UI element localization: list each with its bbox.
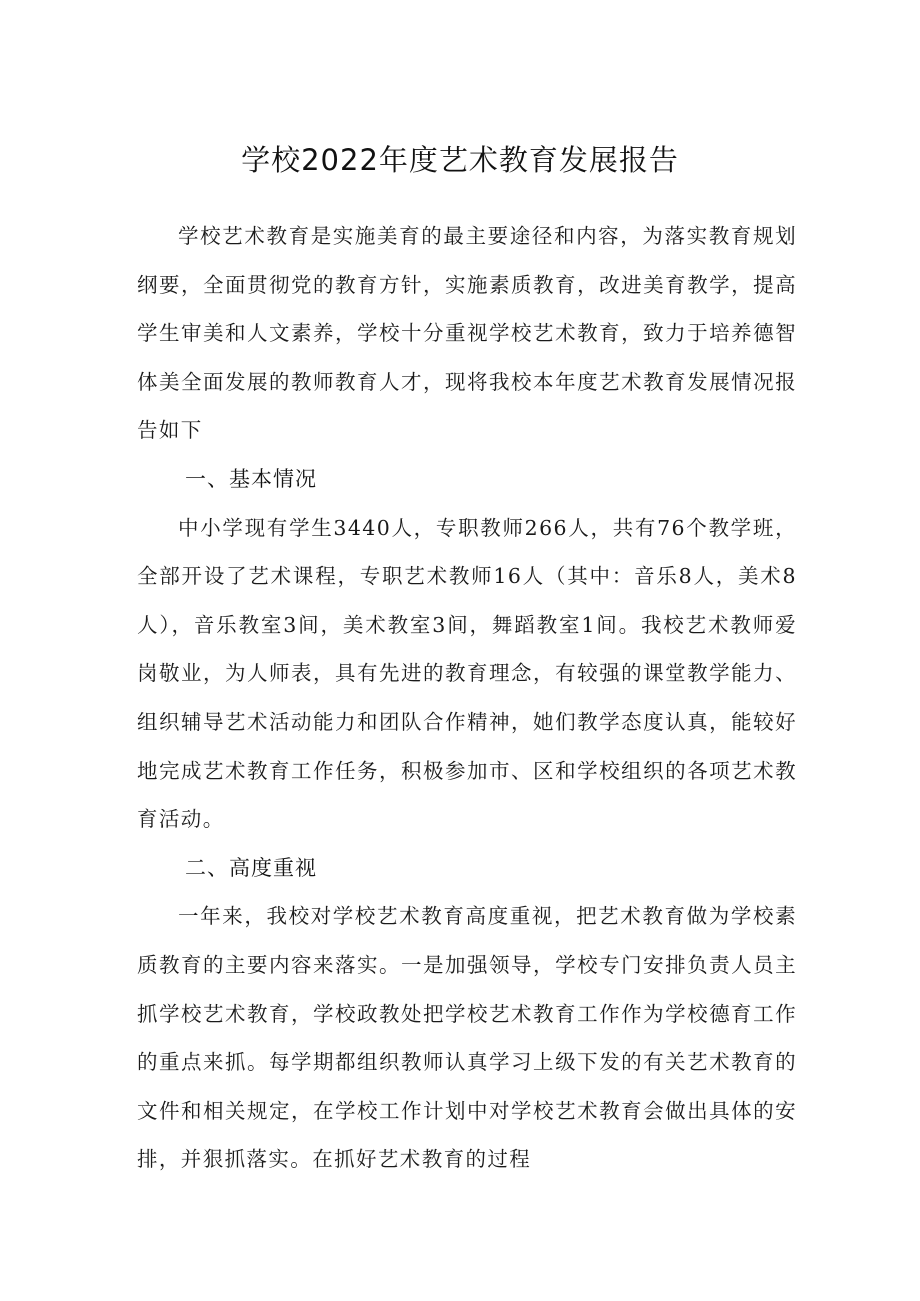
section-paragraph-high-attention: 一年来，我校对学校艺术教育高度重视，把艺术教育做为学校素质教育的主要内容来落实。一是加强领导，学校专门安排负责人员主抓学校艺术教育，学校政教处把学校艺术教育工作作为学校德育工作的重点来抓。每学期都组织教师认真学习上级下发的有关艺术教育的文件和相关规定，在学校工作计划中对学校艺术教育会做出具体的安排，并狠抓落实。在抓好艺术教育的过程 (137, 904, 797, 1172)
document-body (137, 212, 797, 1184)
document-title: 学校2022年度艺术教育发展报告 (241, 143, 679, 177)
section-paragraph-basic-situation: 中小学现有学生3440人，专职教师266人，共有76个教学班，全部开设了艺术课程，专职艺术教师16人（其中：音乐8人，美术8人），音乐教室3间，美术教室3间，舞蹈教室1间。我校艺术教师爱岗敬业，为人师表，具有先进的教育理念，有较强的课堂教学能力、组织辅导艺术活动能力和团队合作精神，她们教学态度认真，能较好地完成艺术教育工作任务，积极参加市、区和学校组织的各项艺术教育活动。 (137, 515, 797, 832)
intro-paragraph: 学校艺术教育是实施美育的最主要途径和内容，为落实教育规划纲要，全面贯彻党的教育方针，实施素质教育，改进美育教学，提高学生审美和人文素养，学校十分重视学校艺术教育，致力于培养德智体美全面发展的教师教育人才，现将我校本年度艺术教育发展情况报告如下 (137, 224, 797, 443)
section-heading-high-attention: 二、高度重视 (185, 855, 317, 880)
section-heading-basic-situation: 一、基本情况 (185, 466, 317, 491)
